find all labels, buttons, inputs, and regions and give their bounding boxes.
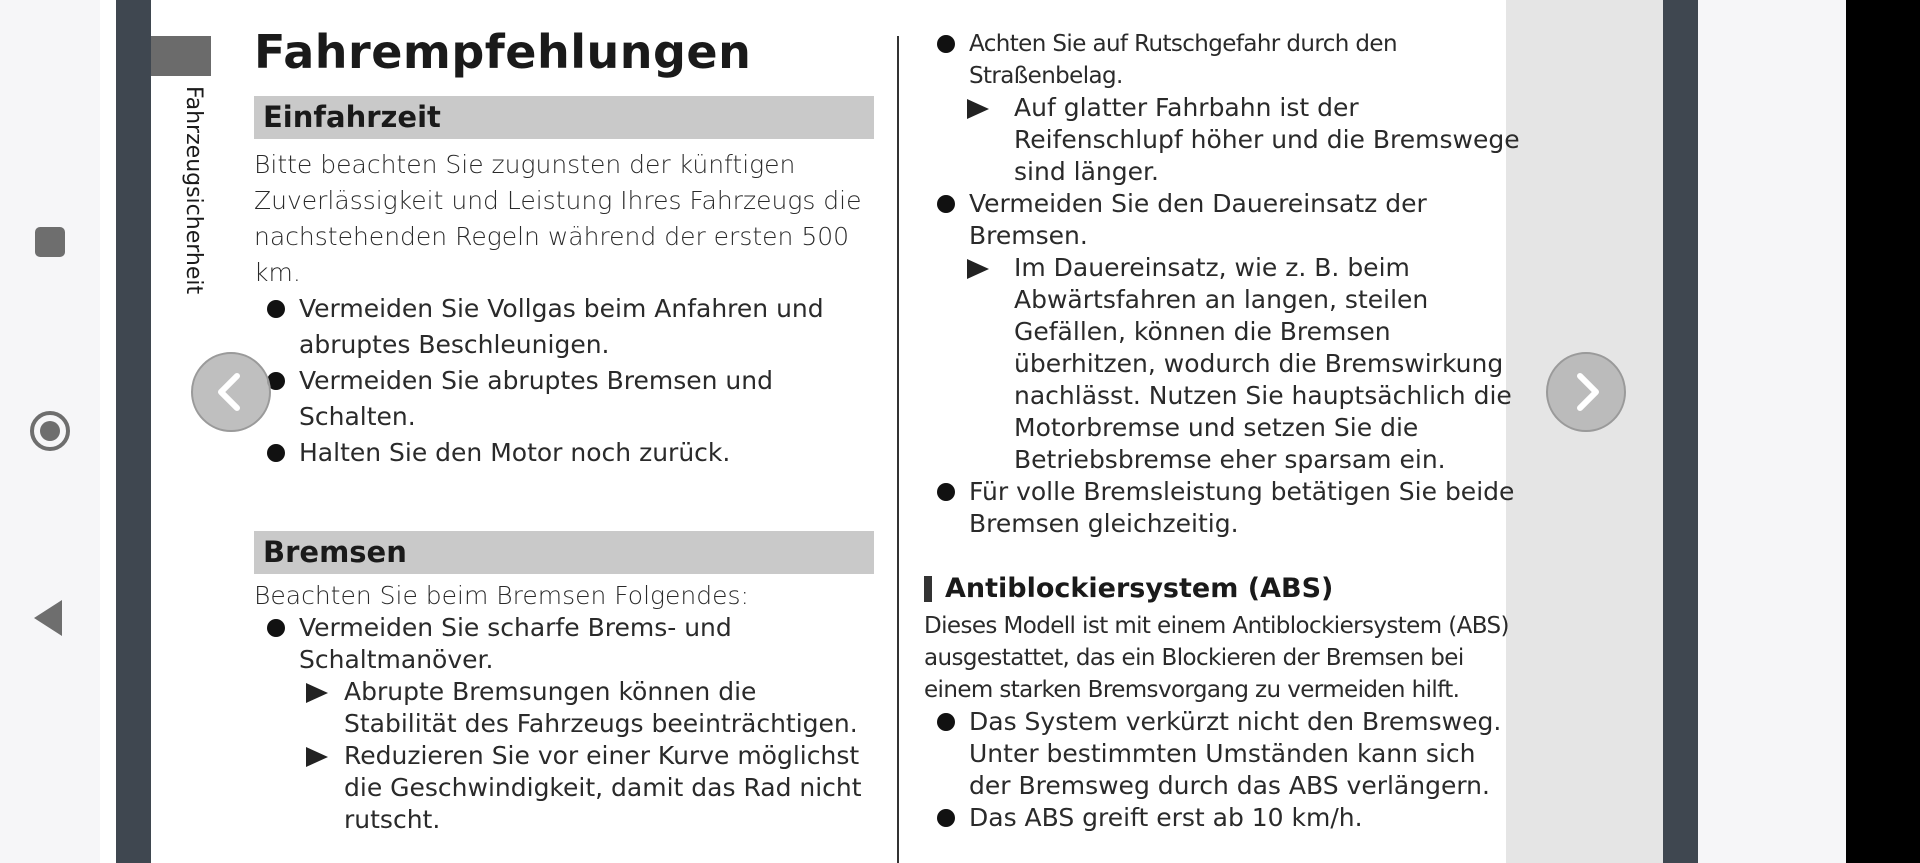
chevron-right-icon [1548,354,1624,430]
sub-list-item-text: Auf glatter Fahrbahn ist der Reifenschlupf höher und die Bremswege sind länger. [1014,93,1520,186]
chapter-tab-marker [151,36,211,76]
document-page [151,0,1663,863]
previous-page-button[interactable] [191,352,271,432]
list-item-text: Halten Sie den Motor noch zurück. [299,438,731,467]
sub-list-item [254,676,874,740]
list-item-text: Das ABS greift erst ab 10 km/h. [969,803,1363,832]
recents-button[interactable] [26,218,74,266]
triangle-right-icon [306,683,328,703]
circle-icon [26,407,74,455]
heading-marker [924,576,932,602]
sub-list-item [254,740,874,836]
right-column [924,28,1524,834]
list-item-text: Für volle Bremsleistung betätigen Sie beide Bremsen gleichzeitig. [969,477,1515,538]
sub-list-item [924,92,1524,188]
section-heading-abs [924,572,1524,606]
triangle-back-icon [26,594,74,642]
section-heading-bremsen: Bremsen [254,531,874,574]
list-item [924,802,1524,834]
bullet-icon [937,809,955,827]
list-item-text: Vermeiden Sie den Dauereinsatz der Bremsen. [969,189,1427,250]
list-item-text: Vermeiden Sie abruptes Bremsen und Schalten. [299,366,773,431]
list-item-text: Vermeiden Sie scharfe Brems- und Schaltmanöver. [299,613,732,674]
list-item [924,476,1524,540]
chapter-side-label: Fahrzeugsicherheit [181,86,206,295]
screen-edge [1846,0,1920,863]
sub-list-item-text: Im Dauereinsatz, wie z. B. beim Abwärtsfahren an langen, steilen Gefällen, können die Bremsen überhitzen, wodurch die Bremswirkung nachlässt. Nutzen Sie hauptsächlich die Motorbremse und setzen Sie die Betriebsbremse eher sparsam ein. [1014,253,1512,474]
section-heading-einfahrzeit: Einfahrzeit [254,96,874,139]
list-item [254,363,874,435]
viewer-frame-right [1663,0,1698,863]
page-title: Fahrempfehlungen [254,25,752,79]
section-heading-text: Antiblockiersystem (ABS) [945,573,1334,604]
sub-list-item-text: Abrupte Bremsungen können die Stabilität des Fahrzeugs beeinträchtigen. [344,677,858,738]
bullet-icon [267,619,285,637]
list-item [924,188,1524,252]
column-divider [897,36,899,863]
next-page-button[interactable] [1546,352,1626,432]
bullet-icon [937,35,955,53]
bremsen-intro: Beachten Sie beim Bremsen Folgendes: [254,581,749,610]
list-item [924,706,1524,802]
triangle-right-icon [967,99,989,119]
list-item [254,612,874,676]
back-button[interactable] [26,594,74,642]
abs-description: Dieses Modell ist mit einem Antiblockiersystem (ABS) ausgestattet, das ein Blockieren der Bremsen bei einem starken Bremsvorgang zu vermeiden hilft. [924,613,1509,703]
einfahrzeit-intro: Bitte beachten Sie zugunsten der künftigen Zuverlässigkeit und Leistung Ihres Fahrzeugs die nachstehenden Regeln während der ersten 500 km. [254,150,862,287]
list-item [254,291,874,363]
bullet-icon [937,483,955,501]
bullet-icon [937,713,955,731]
home-button[interactable] [26,407,74,455]
bullet-icon [267,444,285,462]
triangle-right-icon [967,259,989,279]
chevron-left-icon [193,354,269,430]
list-item [254,435,874,471]
list-item-text: Achten Sie auf Rutschgefahr durch den Straßenbelag. [969,31,1397,89]
triangle-right-icon [306,747,328,767]
sub-list-item-text: Reduzieren Sie vor einer Kurve möglichst die Geschwindigkeit, damit das Rad nicht rutscht. [344,741,862,834]
right-margin-pane [1698,0,1846,863]
left-column [254,22,874,836]
list-item-text: Vermeiden Sie Vollgas beim Anfahren und abruptes Beschleunigen. [299,294,824,359]
bullet-icon [267,300,285,318]
sub-list-item [924,252,1524,476]
square-icon [26,218,74,266]
viewer-frame-left [116,0,151,863]
system-navigation-bar [0,0,100,863]
list-item-text: Das System verkürzt nicht den Bremsweg. Unter bestimmten Umständen kann sich der Bremsweg durch das ABS verlängern. [969,707,1502,800]
bullet-icon [937,195,955,213]
list-item [924,28,1524,92]
